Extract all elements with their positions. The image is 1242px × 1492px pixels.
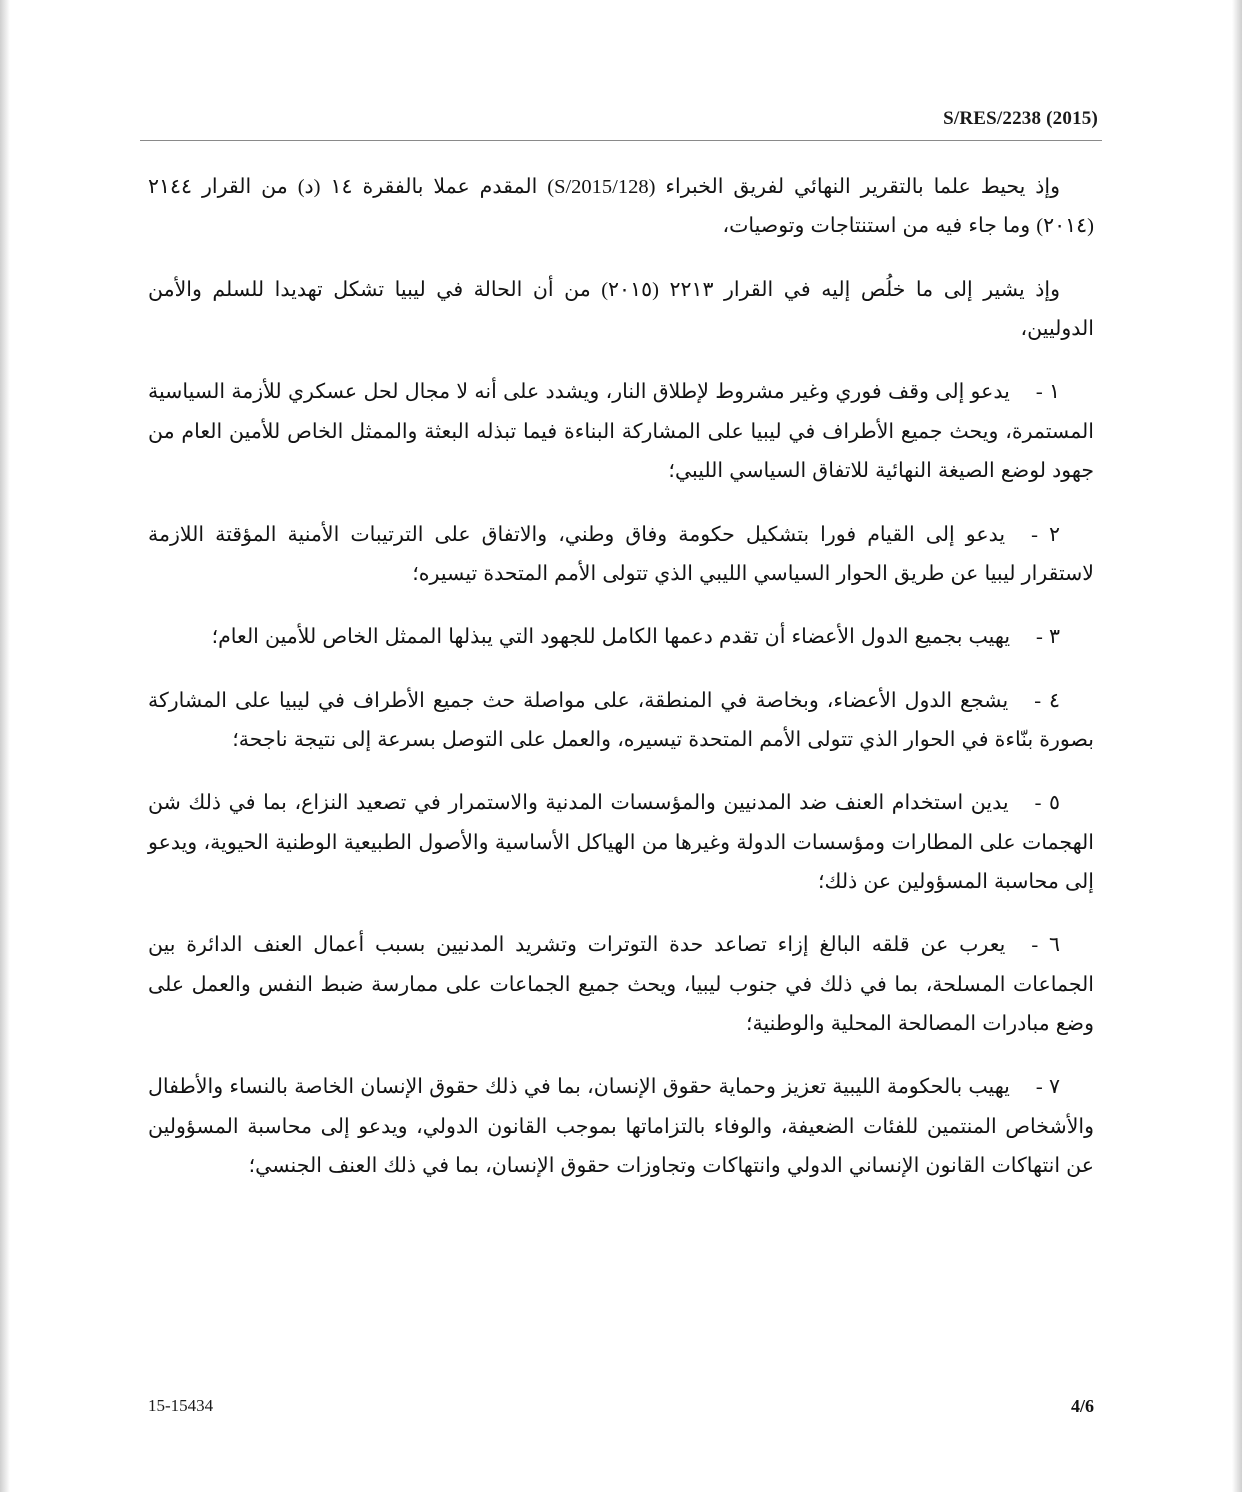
document-body xyxy=(148,168,1094,1211)
paragraph-text-5: يدين استخدام العنف ضد المدنيين والمؤسسات المدنية والاستمرار في تصعيد النزاع، بما في ذلك شن الهجمات على المطارات ومؤسسات الدولة وغيرها من الهياكل الأساسية والأصول الطبيعية الوطنية الحيوية، ويدعو إلى محاسبة المسؤولين عن ذلك؛ xyxy=(148,792,1094,894)
paragraph-text-2: يدعو إلى القيام فورا بتشكيل حكومة وفاق وطني، والاتفاق على الترتيبات الأمنية المؤقتة اللازمة لاستقرار ليبيا عن طريق الحوار السياسي الليبي الذي تتولى الأمم المتحدة تيسيره؛ xyxy=(148,523,1094,585)
paragraph-text-6: يعرب عن قلقه البالغ إزاء تصاعد حدة التوترات وتشريد المدنيين بسبب أعمال العنف الدائرة بين الجماعات المسلحة، بما في ذلك في جنوب ليبيا، ويحث جميع الجماعات على ممارسة ضبط النفس والعمل على وضع مبادرات المصالحة المحلية والوطنية؛ xyxy=(148,934,1094,1036)
footer-page-number: 4/6 xyxy=(1070,1396,1094,1416)
paragraph-preamble-2: وإذ يشير إلى ما خلُص إليه في القرار ٢٢١٣ (٢٠١٥) من أن الحالة في ليبيا تشكل تهديدا للسلم والأمن الدوليين، xyxy=(148,278,1094,341)
paragraph-number-5: ٥ - xyxy=(1034,792,1060,815)
document-symbol: S/RES/2238 (2015) xyxy=(943,108,1098,129)
page-edge-left xyxy=(0,0,10,1492)
page-edge-right xyxy=(1232,0,1242,1492)
paragraph-op-2 xyxy=(148,516,1094,595)
paragraph-number-6: ٦ - xyxy=(1031,934,1060,957)
paragraph-op-4 xyxy=(148,682,1094,761)
header-divider xyxy=(140,140,1102,141)
paragraph-preamble-1: وإذ يحيط علما بالتقرير النهائي لفريق الخبراء (S/2015/128) المقدم عملا بالفقرة ١٤ (د) من القرار ٢١٤٤ (٢٠١٤) وما جاء فيه من استنتاجات وتوصيات، xyxy=(148,176,1094,238)
page-footer xyxy=(148,1396,1094,1420)
paragraph-number-1: ١ - xyxy=(1035,381,1061,404)
paragraph-number-4: ٤ - xyxy=(1034,689,1060,712)
paragraph-number-2: ٢ - xyxy=(1031,523,1060,546)
paragraph-op-6 xyxy=(148,926,1094,1044)
paragraph-text-7: يهيب بالحكومة الليبية تعزيز وحماية حقوق الإنسان، بما في ذلك حقوق الإنسان الخاصة بالنساء والأطفال والأشخاص المنتمين للفئات الضعيفة، والوفاء بالتزاماتها بموجب القانون الدولي، ويدعو إلى محاسبة المسؤولين عن انتهاكات القانون الإنساني الدولي وانتهاكات وتجاوزات حقوق الإنسان، بما في ذلك العنف الجنسي؛ xyxy=(148,1076,1094,1178)
page-content-area xyxy=(140,0,1102,1492)
paragraph-op-7 xyxy=(148,1068,1094,1186)
page-header xyxy=(140,108,1102,130)
paragraph-op-5 xyxy=(148,784,1094,902)
paragraph-text-1: يدعو إلى وقف فوري وغير مشروط لإطلاق النار، ويشدد على أنه لا مجال لحل عسكري للأزمة السياسية المستمرة، ويحث جميع الأطراف في ليبيا على المشاركة البناءة فيما تبذله البعثة والممثل الخاص للأمين العام من جهود لوضع الصيغة النهائية للاتفاق السياسي الليبي؛ xyxy=(148,381,1094,483)
paragraph-op-3 xyxy=(148,618,1094,657)
paragraph-text-3: يهيب بجميع الدول الأعضاء أن تقدم دعمها الكامل للجهود التي يبذلها الممثل الخاص للأمين العام؛ xyxy=(211,626,1011,649)
paragraph-number-7: ٧ - xyxy=(1035,1076,1060,1099)
paragraph-number-3: ٣ - xyxy=(1036,626,1060,649)
paragraph-text-4: يشجع الدول الأعضاء، وبخاصة في المنطقة، على مواصلة حث جميع الأطراف في ليبيا على المشاركة بصورة بنّاءة في الحوار الذي تتولى الأمم المتحدة تيسيره، والعمل على التوصل بسرعة إلى نتيجة ناجحة؛ xyxy=(148,689,1094,751)
paragraph-op-1 xyxy=(148,373,1094,491)
footer-job-number: 15-15434 xyxy=(148,1396,214,1415)
